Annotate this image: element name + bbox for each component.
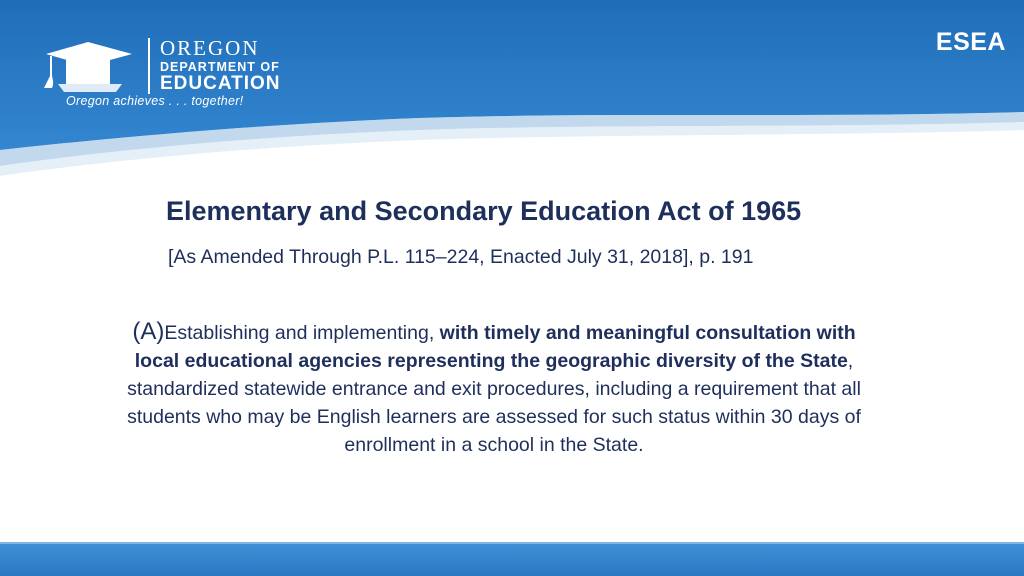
paragraph-text-part1: Establishing and implementing, [164,322,440,344]
slide-citation: [As Amended Through P.L. 115–224, Enacted July 31, 2018], p. 191 [168,246,754,268]
statute-paragraph [112,318,876,459]
graduation-cap-oregon-icon [36,40,140,96]
esea-corner-label: ESEA [935,28,1006,56]
footer-bar [0,542,1024,576]
logo-tagline: Oregon achieves . . . together! [66,94,244,108]
paragraph-bold-text: with timely and meaningful consultation with local educational agencies representing the geographic diversity of the State [134,322,856,372]
oregon-education-logo [36,36,296,112]
paragraph-text-part2: , standardized statewide entrance and exit procedures, including a requirement that all students who may be English learners are assessed for such status within 30 days of enrollment in a school in the State. [127,350,861,456]
logo-oregon-text: OREGON [160,36,260,60]
paragraph-marker: (A) [132,318,165,345]
logo-divider [148,38,150,94]
logo-education-text: EDUCATION [160,73,281,94]
slide-title: Elementary and Secondary Education Act of 1965 [166,196,802,226]
logo-department-text: DEPARTMENT OF [160,60,280,74]
